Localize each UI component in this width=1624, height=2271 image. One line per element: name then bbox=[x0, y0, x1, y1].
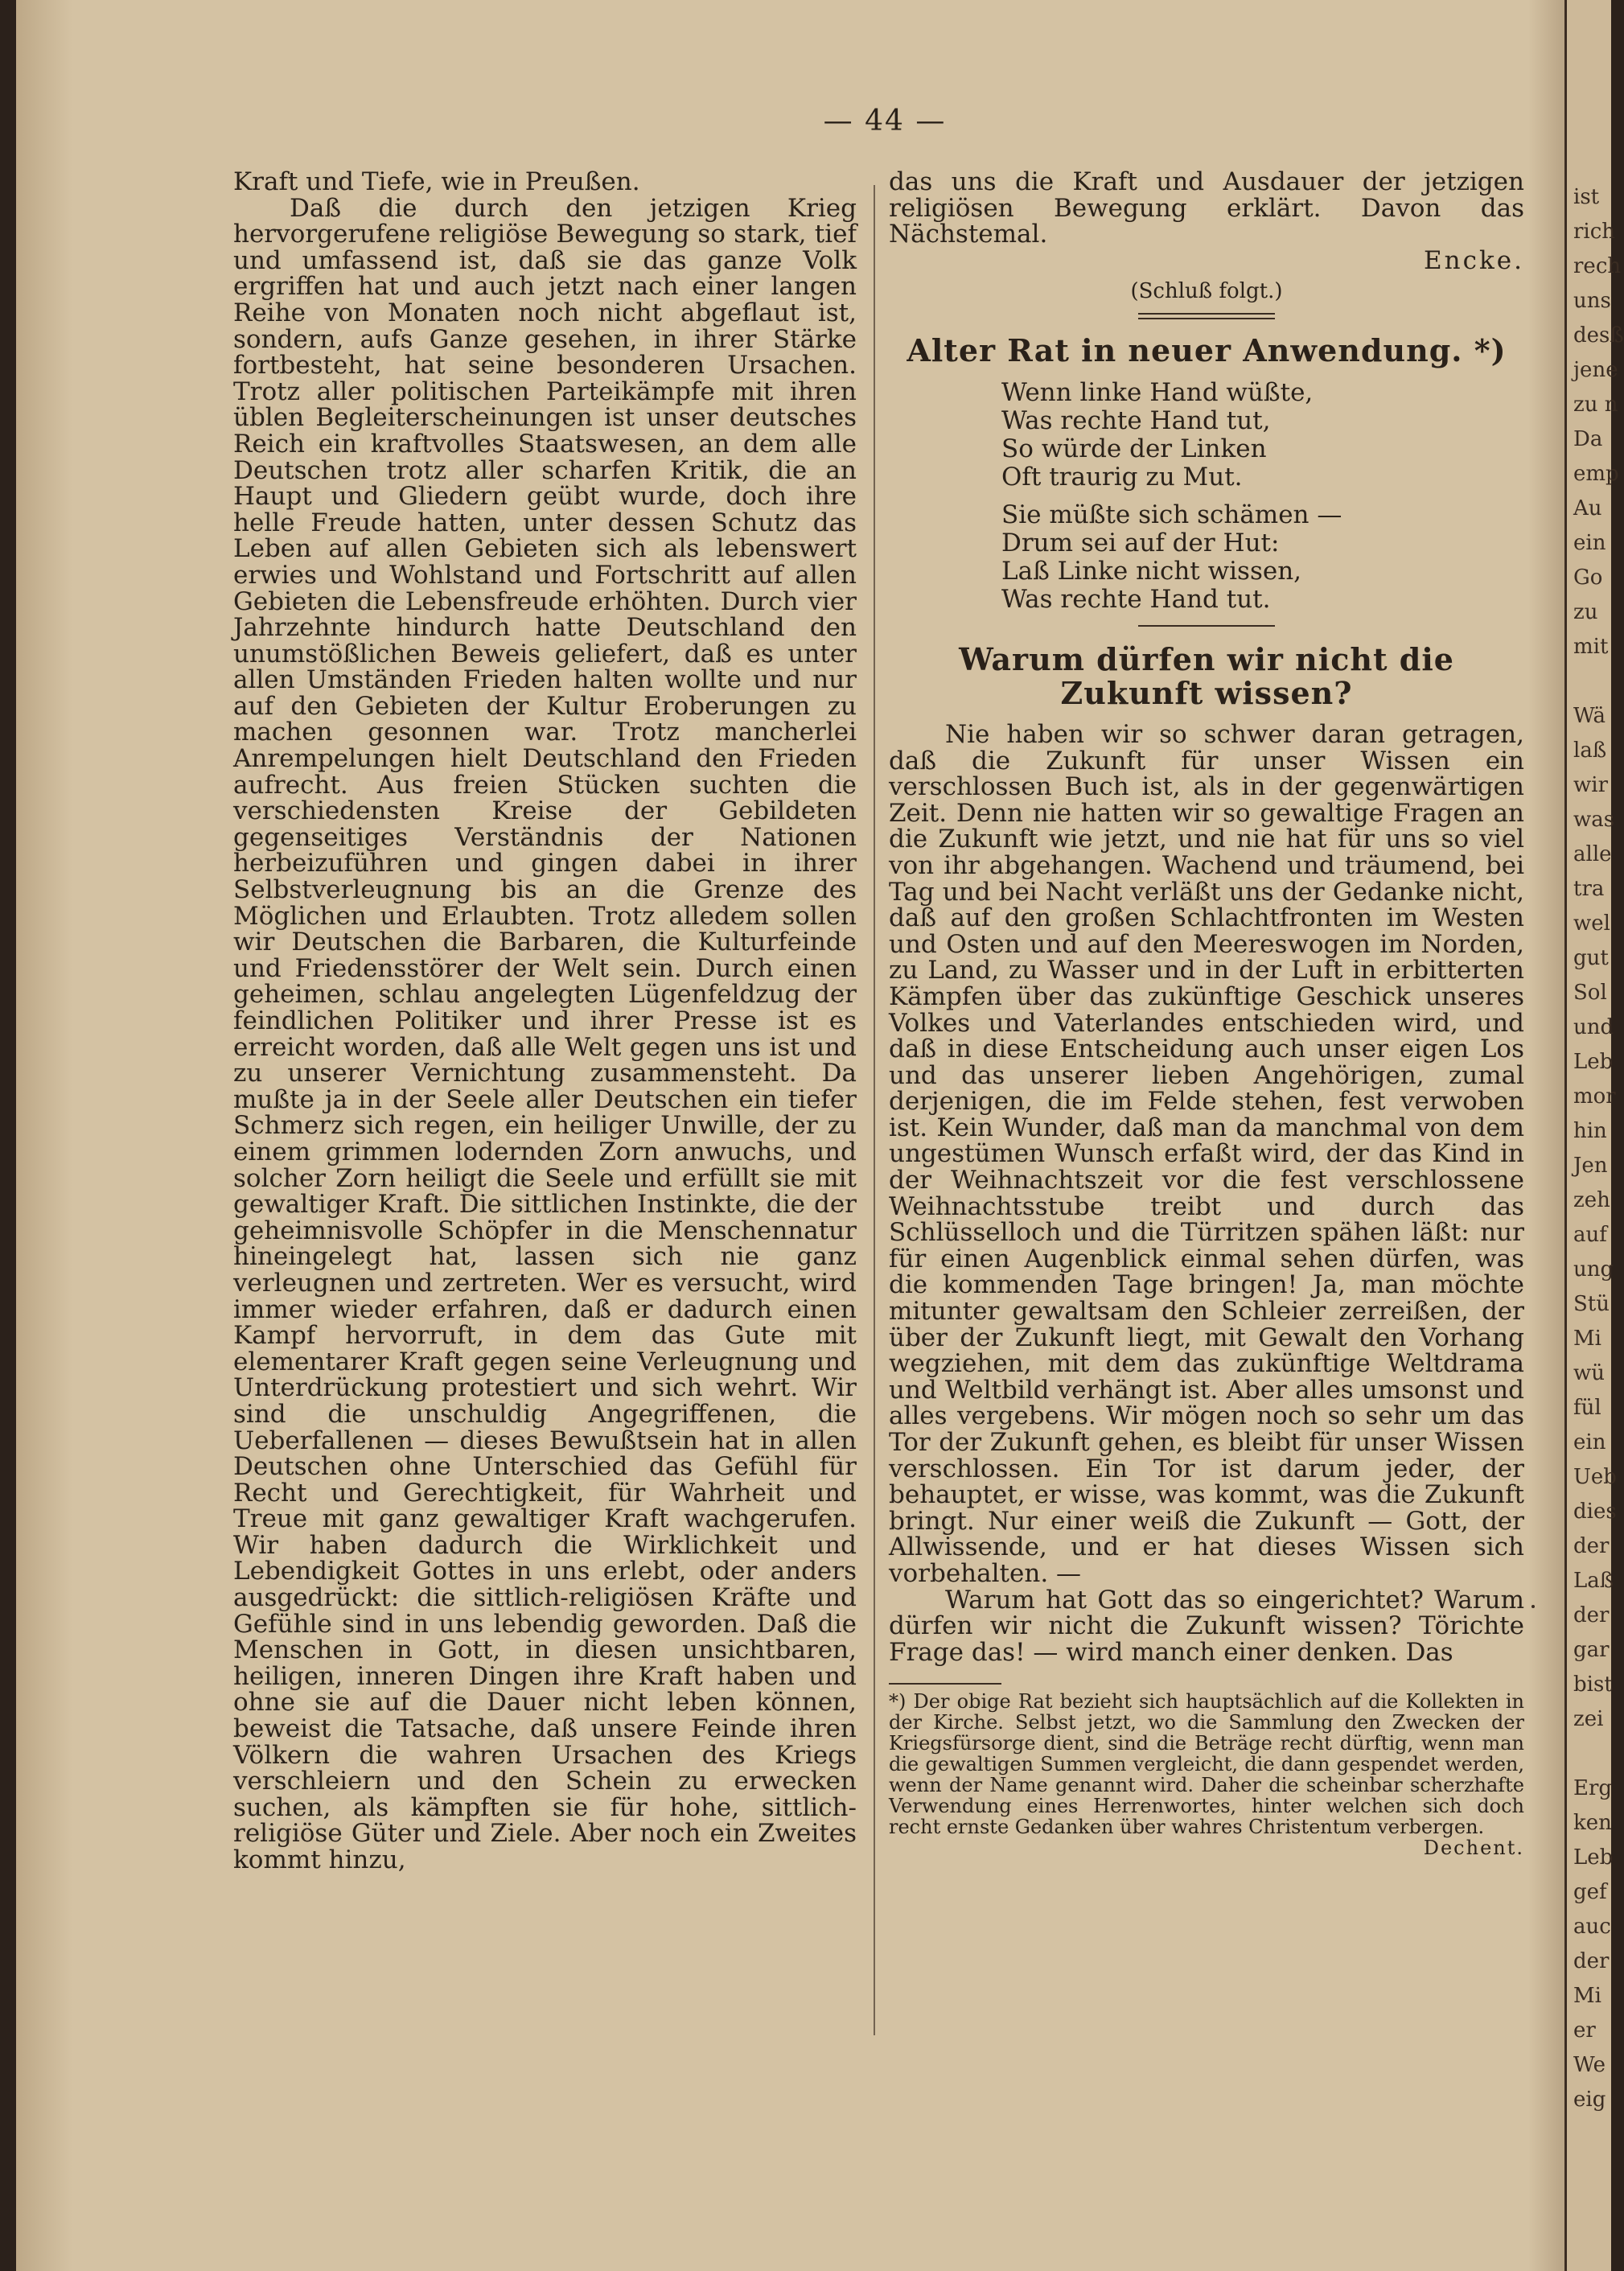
poem-line: Drum sei auf der Hut: bbox=[1001, 528, 1280, 557]
next-page-fragment: und bbox=[1573, 1015, 1614, 1039]
next-page-fragment: Laß bbox=[1573, 1569, 1614, 1593]
next-page-fragment: We bbox=[1573, 2053, 1605, 2077]
section-divider-2 bbox=[1138, 625, 1275, 627]
next-page-fragment: zu bbox=[1573, 600, 1598, 624]
next-page-fragment: der bbox=[1573, 1534, 1610, 1558]
next-page-fragment: was bbox=[1573, 808, 1615, 832]
next-page-fragment: er bbox=[1573, 2018, 1596, 2043]
article-title: Warum dürfen wir nicht die Zukunft wissen? bbox=[959, 640, 1454, 711]
footnote bbox=[889, 1690, 1524, 1860]
next-page-fragment: wel bbox=[1573, 911, 1610, 936]
next-page-fragment: Sol bbox=[1573, 981, 1607, 1005]
next-page-fragment: mor bbox=[1573, 1084, 1616, 1109]
poem-line: Laß Linke nicht wissen, bbox=[1001, 556, 1302, 586]
next-page-fragment: alle bbox=[1573, 842, 1612, 866]
next-page-fragment: mit bbox=[1573, 635, 1609, 659]
next-page-fragment: rich bbox=[1573, 220, 1616, 244]
next-page-fragment: wü bbox=[1573, 1361, 1605, 1385]
column-divider bbox=[874, 185, 875, 2035]
next-page-fragment: ung bbox=[1573, 1257, 1614, 1282]
next-page-fragment: zei bbox=[1573, 1707, 1604, 1731]
next-page-fragment: Ueb bbox=[1573, 1465, 1617, 1489]
poem-line: Was rechte Hand tut. bbox=[1001, 584, 1271, 614]
print-speck bbox=[1531, 1605, 1535, 1608]
next-page-fragment: gar bbox=[1573, 1638, 1610, 1662]
article-paragraph-2: Warum hat Gott das so eingerichtet? Warum dürfen wir nicht die Zukunft wissen? Törichte Frage das! — wird manch einer denken. Das bbox=[889, 1585, 1524, 1667]
next-page-fragment: zu n bbox=[1573, 393, 1618, 417]
footnote-signature: Dechent. bbox=[1423, 1837, 1524, 1860]
next-page-fragment: Wä bbox=[1573, 704, 1605, 728]
next-page-fragment: eig bbox=[1573, 2088, 1606, 2112]
poem-title: Alter Rat in neuer Anwendung. *) bbox=[907, 331, 1507, 368]
next-page-fragment: Au bbox=[1573, 496, 1602, 520]
next-page-fragment: ist bbox=[1573, 185, 1600, 209]
next-page-fragment: gut bbox=[1573, 946, 1609, 970]
next-page-fragment: ken bbox=[1573, 1811, 1612, 1835]
poem-line: So würde der Linken bbox=[1001, 434, 1267, 463]
next-page-fragment: Stü bbox=[1573, 1292, 1610, 1316]
poem bbox=[1001, 379, 1524, 614]
left-paragraph-1: Kraft und Tiefe, wie in Preußen. bbox=[233, 167, 640, 196]
continued-note: (Schluß folgt.) bbox=[1130, 279, 1283, 304]
next-page-fragment: fül bbox=[1573, 1396, 1601, 1420]
next-page-fragment: auf bbox=[1573, 1223, 1607, 1247]
next-page-fragment: Erg bbox=[1573, 1776, 1613, 1800]
page-number: — 44 — bbox=[823, 105, 947, 138]
next-page-fragment: Da bbox=[1573, 427, 1603, 451]
next-page-fragment: Jen bbox=[1573, 1154, 1608, 1178]
next-page-fragment: jene bbox=[1573, 358, 1618, 382]
next-page-fragment: Go bbox=[1573, 566, 1603, 590]
next-page-fragment: Leb bbox=[1573, 1845, 1614, 1870]
poem-line: Sie müßte sich schämen — bbox=[1001, 500, 1342, 529]
left-paragraph-2: Daß die durch den jetzigen Krieg hervorgerufene religiöse Bewegung so stark, tief und umfassend ist, daß sie das ganze Volk ergriffen hat und auch jetzt nach einer langen Reihe von Monaten noch nicht abgeflaut ist, sondern, aufs Ganze gesehen, in ihrer Stärke fortbesteht, hat seine besonderen Ursachen. Trotz aller politischen Parteikämpfe mit ihren üblen Begleiterscheinungen ist unser deutsches Reich ein kraftvolles Staatswesen, an dem alle Deutschen trotz aller scharfen Kritik, die an Haupt und Gliedern geübt wurde, doch ihre helle Freude hatten, unter dessen Schutz das Leben auf allen Gebieten sich als lebenswert erwies und Wohlstand und Fortschritt auf allen Gebieten die Lebensfreude erhöhten. Durch vier Jahrzehnte hindurch hatte Deutschland den unumstößlichen Beweis geliefert, daß es unter allen Umständen Frieden halten wollte und nur auf den Gebieten der Kultur Eroberungen zu machen gesonnen war. Trotz mancherlei Anrempelungen hielt Deutschland den Frieden aufrecht. Aus freien Stücken suchten die verschiedensten Kreise der Gebildeten gegenseitiges Verständnis der Nationen herbeizuführen und gingen dabei in ihrer Selbstverleugnung bis an die Grenze des Möglichen und Erlaubten. Trotz alledem sollen wir Deutschen die Barbaren, die Kulturfeinde und Friedensstörer der Welt sein. Durch einen geheimen, schlau angelegten Lügenfeldzug der feindlichen Politiker und ihrer Presse ist es erreicht worden, daß alle Welt gegen uns ist und zu unserer Vernichtung zusammensteht. Da mußte ja in der Seele aller Deutschen ein tiefer Schmerz sich regen, ein heiliger Unwille, der zu einem grimmen lodernden Zorn anwuchs, und solcher Zorn heiligt die Seele und erfüllt sie mit gewaltiger Kraft. Die sittlichen Instinkte, die der geheimnisvolle Schöpfer in die Menschennatur hineingelegt hat, lassen sich nie ganz verleugnen und zertreten. Wer es versucht, wird immer wieder erfahren, daß er dadurch einen Kampf hervorruft, in dem das Gute mit elementarer Kraft gegen seine Verleugnung und Unterdrückung protestiert und sich wehrt. Wir sind die unschuldig Angegriffenen, die Ueberfallenen — dieses Bewußtsein hat in allen Deutschen ohne Unterschied das Gefühl für Recht und Gerechtigkeit, für Wahrheit und Treue mit ganz gewaltiger Kraft wachgerufen. Wir haben dadurch die Wirklichkeit und Lebendigkeit Gottes in uns erlebt, oder anders ausgedrückt: die sittlich-religiösen Kräfte und Gefühle sind in uns lebendig geworden. Daß die Menschen in Gott, in diesen unsichtbaren, heiligen, inneren Dingen ihre Kraft haben und ohne sie auf die Dauer nicht leben können, beweist die Tatsache, daß unsere Feinde ihren Völkern die wahren Ursachen des Kriegs verschleiern und den Schein zu erwecken suchen, als kämpften sie für hohe, sittlich-religiöse Güter und Ziele. Aber noch ein Zweites kommt hinzu, bbox=[233, 193, 857, 1874]
left-column bbox=[233, 169, 857, 1874]
next-page-fragment: dies bbox=[1573, 1500, 1617, 1524]
book-page bbox=[16, 0, 1585, 2271]
next-page-fragment: desß bbox=[1573, 323, 1624, 348]
next-page-fragment: hin bbox=[1573, 1119, 1607, 1143]
poem-stanza-2 bbox=[1001, 501, 1524, 614]
poem-line: Was rechte Hand tut, bbox=[1001, 405, 1271, 435]
author-signature: Encke. bbox=[1424, 245, 1524, 275]
poem-line: Wenn linke Hand wüßte, bbox=[1001, 377, 1314, 407]
article-paragraph-1: Nie haben wir so schwer daran getragen, daß die Zukunft für unser Wissen ein verschlossen Buch ist, als in der gegenwärtigen Zeit. Denn nie hatten wir so gewaltige Fragen an die Zukunft wie jetzt, und nie hat für uns so viel von ihr abgehangen. Wachend und träumend, bei Tag und bei Nacht verläßt uns der Gedanke nicht, daß auf den großen Schlachtfronten im Westen und Osten und auf den Meereswogen im Norden, zu Land, zu Wasser und in der Luft in erbitterten Kämpfen über das zukünftige Geschick unseres Volkes und Vaterlandes entschieden wird, und daß in diese Entscheidung auch unser eigen Los und das unserer lieben Angehörigen, zumal derjenigen, die im Felde stehen, fest verwoben ist. Kein Wunder, daß man da manchmal von dem ungestümen Wunsch erfaßt wird, der das Kind in der Weihnachtszeit vor die fest verschlossene Weihnachtsstube treibt und durch das Schlüsselloch und die Türritzen spähen läßt: nur für einen Augenblick einmal sehen dürfen, was die kommenden Tage bringen! Ja, man möchte mitunter gewaltsam den Schleier zerreißen, der über der Zukunft liegt, mit Gewalt den Vorhang wegziehen, mit dem das zukünftige Weltdrama und Weltbild verhängt ist. Aber alles umsonst und alles vergebens. Wir mögen noch so sehr um das Tor der Zukunft gehen, es bleibt für unser Wissen verschlossen. Ein Tor ist darum jeder, der behauptet, er wisse, was kommt, was die Zukunft bringt. Nur einer weiß die Zukunft — Gott, der Allwissende, und er hat dieses Wissen sich vorbehalten. — bbox=[889, 719, 1524, 1588]
next-page-fragment: Mi bbox=[1573, 1984, 1601, 2008]
next-page-fragment: bist bbox=[1573, 1672, 1613, 1697]
next-page-fragment: ein bbox=[1573, 1430, 1606, 1454]
next-page-edge bbox=[1564, 0, 1624, 2271]
next-page-fragment: der bbox=[1573, 1949, 1610, 1973]
poem-stanza-1 bbox=[1001, 379, 1524, 492]
next-page-fragment: zeh bbox=[1573, 1188, 1610, 1212]
next-page-fragment: ein bbox=[1573, 531, 1606, 555]
footnote-text: *) Der obige Rat bezieht sich hauptsächlich auf die Kollekten in der Kirche. Selbst jetzt, wo die Sammlung den Zwecken der Kriegsfürsorge dient, sind die Beträge recht dürftig, wenn man die gewaltigen Summen vergleicht, die dann gespendet werden, wenn der Name genannt wird. Daher die scheinbar scherzhafte Verwendung eines Herrenwortes, hinter welchen sich doch recht ernste Gedanken über wahres Christentum verbergen. bbox=[889, 1690, 1524, 1839]
next-page-fragment: laß bbox=[1573, 738, 1607, 763]
next-page-fragment: der bbox=[1573, 1603, 1610, 1627]
next-page-fragment: gef bbox=[1573, 1880, 1607, 1904]
next-page-fragment: uns bbox=[1573, 289, 1611, 313]
next-page-fragment: emp bbox=[1573, 462, 1619, 486]
next-page-fragment: Mi bbox=[1573, 1327, 1601, 1351]
next-page-fragment: auc bbox=[1573, 1915, 1611, 1939]
footnote-rule bbox=[889, 1683, 1001, 1685]
next-page-fragment: tra bbox=[1573, 877, 1605, 901]
next-page-fragment: wir bbox=[1573, 773, 1608, 797]
continuation-text: das uns die Kraft und Ausdauer der jetzigen religiösen Bewegung erklärt. Davon das Nächstemal. bbox=[889, 167, 1524, 249]
section-divider bbox=[1138, 313, 1275, 319]
next-page-fragment: Leb bbox=[1573, 1050, 1614, 1074]
right-column bbox=[889, 169, 1524, 1858]
poem-line: Oft traurig zu Mut. bbox=[1001, 462, 1243, 492]
next-page-fragment: rech bbox=[1573, 254, 1622, 278]
